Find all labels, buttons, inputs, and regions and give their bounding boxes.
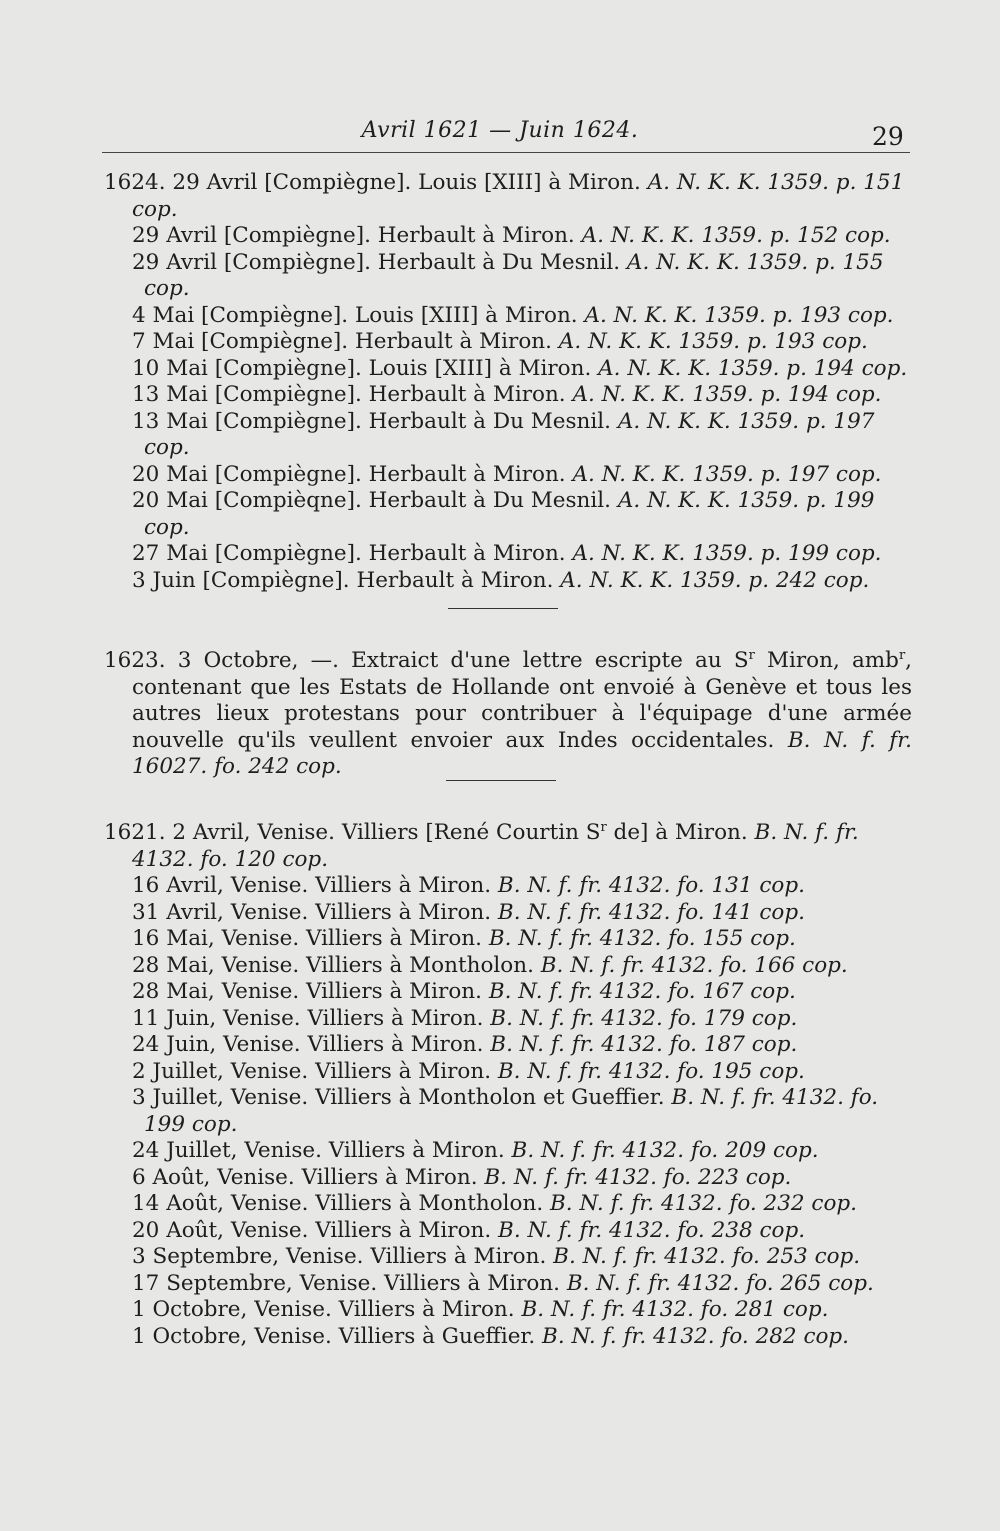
section-1621 — [104, 820, 912, 1350]
entry-1621-12: 6 Août, Venise. Villiers à Miron. B. N. f. fr. 4132. fo. 223 cop. — [132, 1164, 792, 1190]
entry-1621-7: 11 Juin, Venise. Villiers à Miron. B. N. f. fr. 4132. fo. 179 cop. — [132, 1005, 798, 1031]
entry-1621-16: 17 Septembre, Venise. Villiers à Miron. B. N. f. fr. 4132. fo. 265 cop. — [132, 1270, 874, 1296]
entry-1624-12: 3 Juin [Compiègne]. Herbault à Miron. A. N. K. K. 1359. p. 242 cop. — [132, 567, 870, 593]
running-header: Avril 1621 — Juin 1624. — [361, 118, 639, 143]
section-divider — [448, 608, 558, 609]
entry-1624-4: 4 Mai [Compiègne]. Louis [XIII] à Miron. A. N. K. K. 1359. p. 193 cop. — [132, 302, 894, 328]
entry-1621-6: 28 Mai, Venise. Villiers à Miron. B. N. f. fr. 4132. fo. 167 cop. — [132, 979, 796, 1004]
entry-1621-5: 28 Mai, Venise. Villiers à Montholon. B. N. f. fr. 4132. fo. 166 cop. — [132, 952, 848, 978]
entry-1624-9: 20 Mai [Compiègne]. Herbault à Miron. A. N. K. K. 1359. p. 197 cop. — [132, 461, 882, 487]
entry-1621-9: 2 Juillet, Venise. Villiers à Miron. B. N. f. fr. 4132. fo. 195 cop. — [132, 1058, 805, 1084]
entry-1624-2: 29 Avril [Compiègne]. Herbault à Miron. A. N. K. K. 1359. p. 152 cop. — [132, 223, 891, 248]
entry-1621-1: 1621. 2 Avril, Venise. Villiers [René Courtin $S^r$ de] à Miron. B. N. f. fr. 4132. fo. 120 cop. — [104, 819, 859, 872]
entry-1624-11: 27 Mai [Compiègne]. Herbault à Miron. A. N. K. K. 1359. p. 199 cop. — [132, 541, 882, 566]
entry-1621-14: 20 Août, Venise. Villiers à Miron. B. N. f. fr. 4132. fo. 238 cop. — [132, 1217, 806, 1243]
entry-1621-4: 16 Mai, Venise. Villiers à Miron. B. N. f. fr. 4132. fo. 155 cop. — [132, 926, 796, 951]
entry-1621-13: 14 Août, Venise. Villiers à Montholon. B. N. f. fr. 4132. fo. 232 cop. — [132, 1191, 858, 1216]
entry-1621-3: 31 Avril, Venise. Villiers à Miron. B. N. f. fr. 4132. fo. 141 cop. — [132, 899, 805, 925]
entry-1624-3: 29 Avril [Compiègne]. Herbault à Du Mesnil. A. N. K. K. 1359. p. 155 cop. — [132, 249, 884, 301]
entry-1621-10: 3 Juillet, Venise. Villiers à Montholon et Gueffier. B. N. f. fr. 4132. fo. 199 cop. — [132, 1085, 879, 1137]
header-rule — [102, 152, 910, 153]
page-number: 29 — [872, 122, 904, 151]
entry-1621-17: 1 Octobre, Venise. Villiers à Miron. B. N. f. fr. 4132. fo. 281 cop. — [132, 1297, 829, 1322]
section-1624 — [104, 170, 912, 594]
entry-1621-18: 1 Octobre, Venise. Villiers à Gueffier. B. N. f. fr. 4132. fo. 282 cop. — [132, 1323, 850, 1349]
entry-1621-2: 16 Avril, Venise. Villiers à Miron. B. N. f. fr. 4132. fo. 131 cop. — [132, 873, 805, 898]
entry-1624-10: 20 Mai [Compièqne]. Herbault à Du Mesnil. A. N. K. K. 1359. p. 199 cop. — [132, 488, 875, 540]
entry-1624-7: 13 Mai [Compiègne]. Herbault à Miron. A. N. K. K. 1359. p. 194 cop. — [132, 382, 882, 407]
entry-1621-8: 24 Juin, Venise. Villiers à Miron. B. N. f. fr. 4132. fo. 187 cop. — [132, 1032, 798, 1057]
entry-1624-1: 1624. 29 Avril [Compiègne]. Louis [XIII] à Miron. A. N. K. K. 1359. p. 151 cop. — [104, 170, 905, 222]
section-1623 — [104, 648, 912, 781]
entry-1624-8: 13 Mai [Compiègne]. Herbault à Du Mesnil. A. N. K. K. 1359. p. 197 cop. — [132, 408, 875, 460]
entry-1624-6: 10 Mai [Compiègne]. Louis [XIII] à Miron. A. N. K. K. 1359. p. 194 cop. — [132, 355, 908, 381]
section-divider — [446, 780, 556, 781]
entry-1621-15: 3 Septembre, Venise. Villiers à Miron. B. N. f. fr. 4132. fo. 253 cop. — [132, 1244, 861, 1269]
entry-1623-extract: 1623. 3 Octobre, —. Extraict d'une lettre escripte au $S^r$ Miron, amb$^r$, contenant que les Estats de Hollande ont envoié à Genève et tous les autres lieux protestans pour contribuer à l'équipage d'une armée nouvelle qu'ils veullent envoier aux Indes occidentales. B. N. f. fr. 16027. fo. 242 cop. — [104, 647, 912, 779]
entry-1624-5: 7 Mai [Compiègne]. Herbault à Miron. A. N. K. K. 1359. p. 193 cop. — [132, 329, 868, 354]
entry-1621-11: 24 Juillet, Venise. Villiers à Miron. B. N. f. fr. 4132. fo. 209 cop. — [132, 1138, 819, 1163]
